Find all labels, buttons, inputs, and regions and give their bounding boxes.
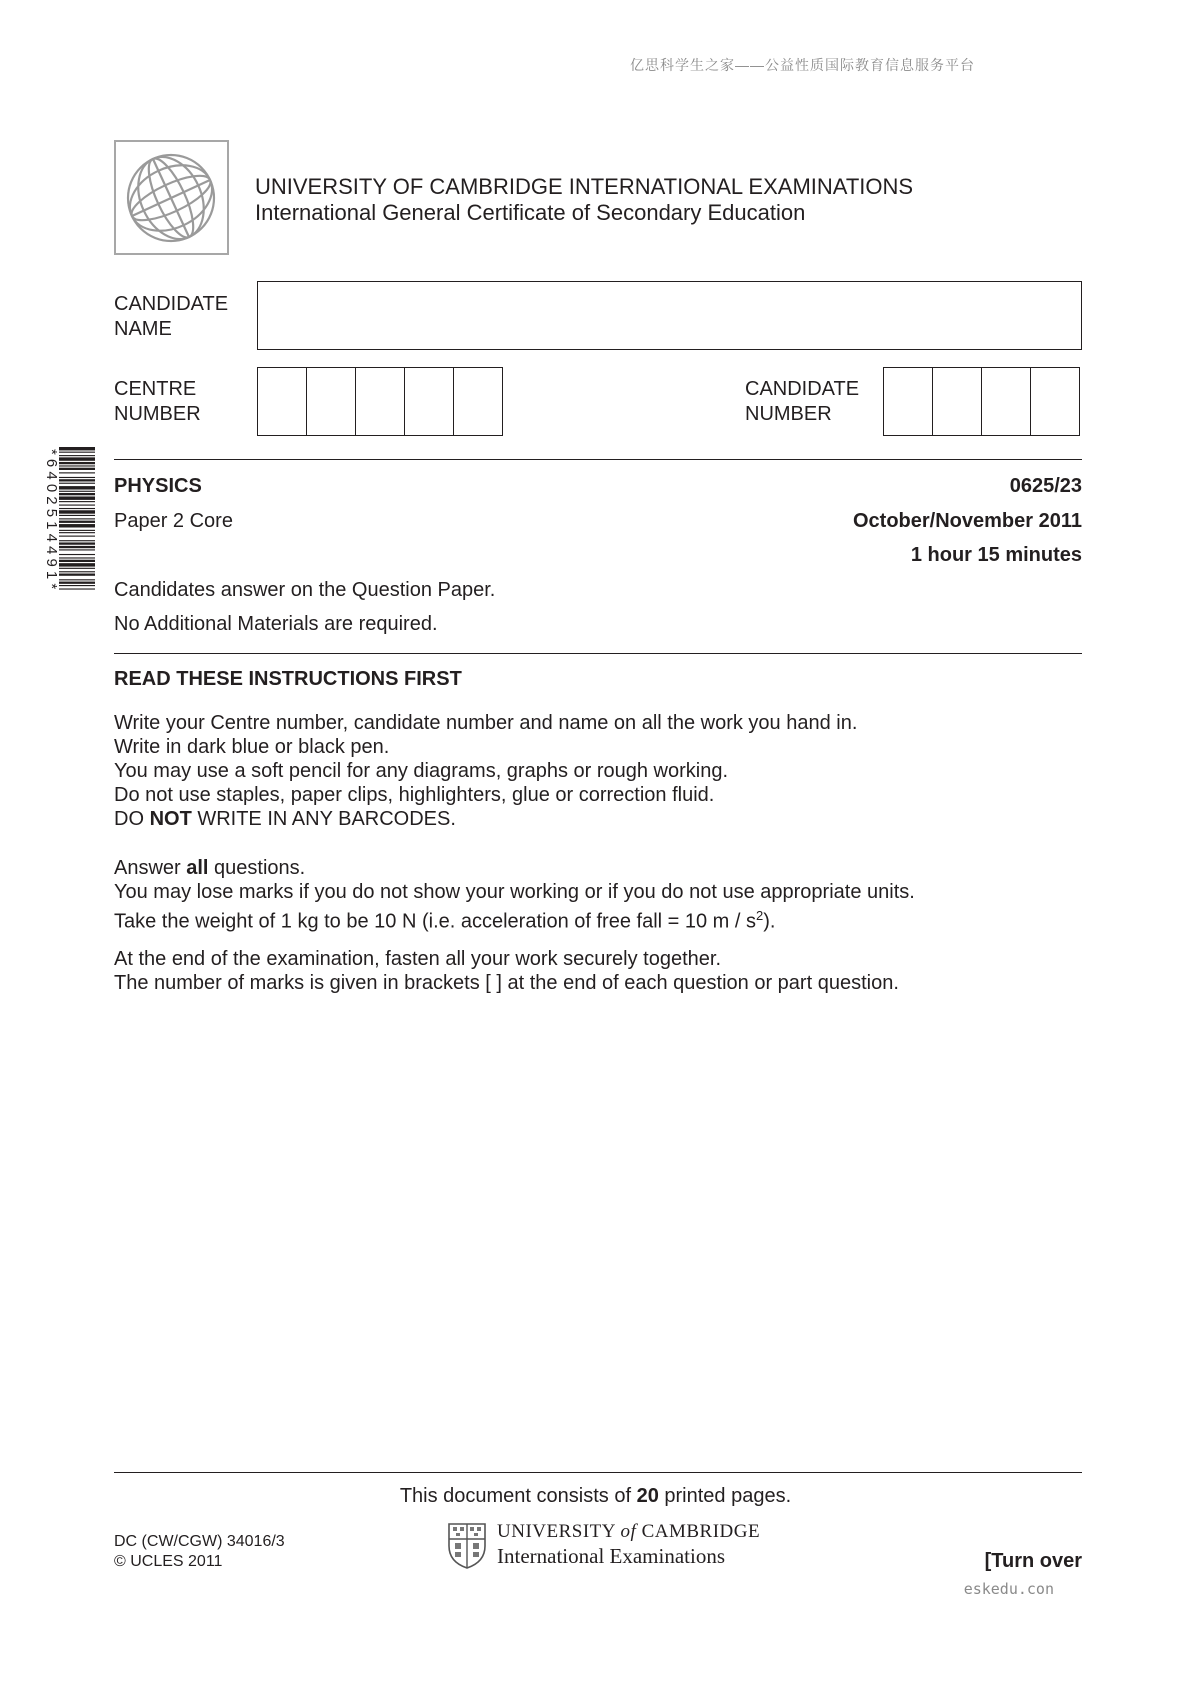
candidate-number-label: CANDIDATE NUMBER	[745, 378, 860, 425]
copyright: © UCLES 2011	[114, 1553, 223, 1570]
candidate-number-digit[interactable]	[933, 368, 982, 435]
barcode-bar	[59, 518, 95, 519]
instruction-line: You may lose marks if you do not show your working or if you do not use appropriate units.	[114, 881, 915, 903]
barcode	[41, 447, 97, 679]
centre-number-label: CENTRE NUMBER	[114, 378, 201, 425]
barcode-bar	[59, 457, 95, 460]
candidate-name-label: CANDIDATE NAME	[114, 293, 229, 340]
instruction-line: You may use a soft pencil for any diagrams, graphs or rough working.	[114, 760, 729, 782]
board-title: UNIVERSITY OF CAMBRIDGE INTERNATIONAL EXAMINATIONS	[255, 174, 914, 199]
instructions-heading: READ THESE INSTRUCTIONS FIRST	[114, 668, 462, 690]
barcode-bar	[59, 542, 95, 544]
barcode-bar	[59, 479, 95, 481]
candidate-number-boxes[interactable]	[883, 367, 1080, 436]
instructions-block-1	[114, 711, 857, 831]
barcode-bar	[59, 515, 95, 516]
divider	[114, 459, 1082, 460]
barcode-bar	[59, 501, 95, 502]
instruction-line: Do not use staples, paper clips, highlighters, glue or correction fluid.	[114, 784, 715, 806]
exam-duration: 1 hour 15 minutes	[910, 544, 1082, 566]
instruction-line: At the end of the examination, fasten all your work securely together.	[114, 948, 722, 970]
instruction-line-barcodes: DO NOT WRITE IN ANY BARCODES.	[114, 808, 456, 830]
barcode-bar	[59, 563, 95, 566]
barcode-bar	[59, 468, 95, 470]
barcode-bar	[59, 549, 95, 550]
instruction-line: Write in dark blue or black pen.	[114, 736, 390, 758]
barcode-bar	[59, 585, 95, 586]
barcode-bar	[59, 455, 95, 456]
barcode-bar	[59, 574, 95, 576]
barcode-bar	[59, 557, 95, 558]
site-watermark: eskedu.con	[963, 1580, 1054, 1598]
instruction-line: The number of marks is given in brackets [ ] at the end of each question or part question.	[114, 972, 899, 994]
barcode-bar	[59, 582, 95, 584]
materials-note: No Additional Materials are required.	[114, 613, 438, 635]
answer-note: Candidates answer on the Question Paper.	[114, 579, 496, 601]
barcode-text: *6402514491*	[43, 449, 60, 594]
barcode-bar	[59, 568, 95, 569]
barcode-bar	[59, 452, 95, 453]
centre-number-digit[interactable]	[307, 368, 356, 435]
qualification-subtitle: International General Certificate of Secondary Education	[255, 200, 806, 225]
barcode-bar	[59, 483, 95, 484]
barcode-bar	[59, 508, 95, 509]
barcode-bar	[59, 472, 95, 473]
barcode-bar	[59, 532, 95, 533]
paper-name: Paper 2 Core	[114, 510, 233, 532]
ucie-line-1: UNIVERSITY of CAMBRIDGE	[497, 1521, 761, 1542]
barcode-bar	[59, 554, 95, 555]
barcode-bar	[59, 496, 95, 499]
ucie-line-2: International Examinations	[497, 1544, 726, 1568]
divider	[114, 653, 1082, 654]
exam-session: October/November 2011	[853, 510, 1082, 532]
centre-number-digit[interactable]	[405, 368, 454, 435]
subject-name: PHYSICS	[114, 475, 202, 497]
instructions-block-3	[114, 947, 899, 995]
barcode-bar	[59, 477, 95, 478]
syllabus-code: 0625/23	[1009, 475, 1082, 497]
barcode-bar	[59, 465, 95, 466]
top-watermark: 亿思科学生之家——公益性质国际教育信息服务平台	[630, 57, 975, 73]
barcode-bar	[59, 491, 95, 492]
reference-code: DC (CW/CGW) 34016/3	[114, 1533, 285, 1550]
barcode-bar	[59, 510, 95, 513]
document-reference	[114, 1532, 285, 1572]
footer-divider	[114, 1472, 1082, 1473]
centre-number-boxes[interactable]	[257, 367, 503, 436]
instruction-line-answer: Answer all questions.	[114, 857, 306, 879]
ucie-wordmark	[497, 1521, 760, 1569]
barcode-bar	[59, 588, 95, 589]
barcode-bar	[59, 505, 95, 506]
barcode-bar	[59, 536, 95, 537]
barcode-bar	[59, 524, 95, 527]
candidate-number-digit[interactable]	[982, 368, 1031, 435]
instructions-block-2	[114, 856, 915, 934]
barcode-bar	[59, 447, 95, 450]
candidate-number-digit[interactable]	[1031, 368, 1080, 435]
barcode-bar	[59, 493, 95, 495]
instruction-line-weight: Take the weight of 1 kg to be 10 N (i.e. acceleration of free fall = 10 m / $s^2$).	[114, 908, 776, 933]
cambridge-crest-icon	[447, 1522, 487, 1570]
instruction-line: Write your Centre number, candidate number and name on all the work you hand in.	[114, 712, 858, 734]
centre-number-digit[interactable]	[258, 368, 307, 435]
barcode-bar	[59, 579, 95, 580]
centre-number-digit[interactable]	[356, 368, 405, 435]
page-count-note: This document consists of 20 printed pages.	[399, 1485, 792, 1507]
barcode-bar	[59, 546, 95, 548]
barcode-bar	[59, 530, 95, 531]
centre-number-digit[interactable]	[454, 368, 503, 435]
globe-logo-icon	[114, 140, 229, 255]
barcode-bar	[59, 462, 95, 464]
candidate-name-field[interactable]	[257, 281, 1082, 350]
barcode-bar	[59, 486, 95, 489]
barcode-bar	[59, 540, 95, 541]
barcode-bar	[59, 560, 95, 562]
barcode-bar	[59, 521, 95, 523]
turn-over: [Turn over	[984, 1550, 1082, 1572]
barcode-bar	[59, 571, 95, 572]
candidate-number-digit[interactable]	[884, 368, 933, 435]
